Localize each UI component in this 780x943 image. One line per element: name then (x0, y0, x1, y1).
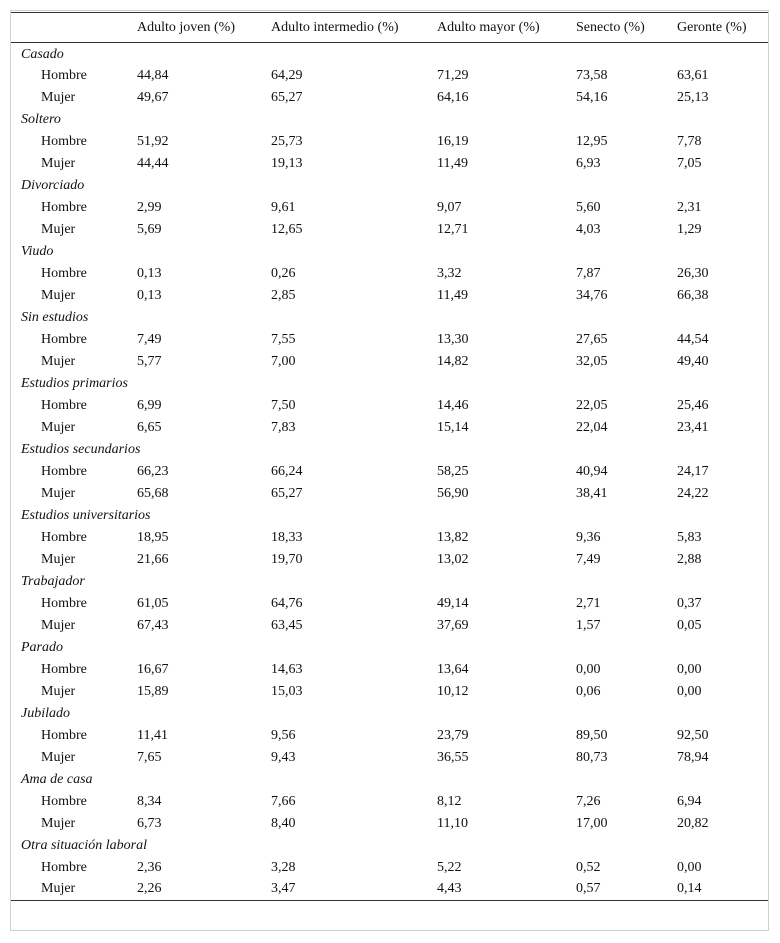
value-cell: 11,49 (437, 155, 468, 171)
value-cell: 15,03 (271, 683, 303, 699)
value-cell: 0,52 (576, 859, 601, 875)
value-cell: 4,03 (576, 221, 601, 237)
row-label-mujer: Mujer (41, 155, 76, 171)
value-cell: 19,13 (271, 155, 303, 171)
row-label-mujer: Mujer (41, 353, 76, 369)
value-cell: 16,19 (437, 133, 469, 149)
row-label-hombre: Hombre (41, 199, 87, 215)
group-row-ama-de-casa (11, 769, 768, 791)
value-cell: 11,10 (437, 815, 468, 831)
header-cell-adulto-joven: Adulto joven (%) (137, 13, 271, 43)
value-cell: 5,69 (137, 221, 162, 237)
value-cell: 7,50 (271, 397, 296, 413)
group-label: Estudios primarios (21, 375, 128, 391)
value-cell: 23,79 (437, 727, 469, 743)
row-label-mujer: Mujer (41, 617, 76, 633)
group-label: Casado (21, 46, 64, 62)
row-label-hombre: Hombre (41, 529, 87, 545)
header-cell-adulto-mayor: Adulto mayor (%) (437, 13, 576, 43)
header-cell-adulto-intermedio: Adulto intermedio (%) (271, 13, 437, 43)
value-cell: 7,66 (271, 793, 296, 809)
group-row-parado (11, 637, 768, 659)
value-cell: 7,83 (271, 419, 296, 435)
value-cell: 17,00 (576, 815, 608, 831)
value-cell: 14,46 (437, 397, 469, 413)
value-cell: 12,65 (271, 221, 303, 237)
value-cell: 89,50 (576, 727, 608, 743)
value-cell: 6,99 (137, 397, 162, 413)
group-row-sin-estudios (11, 307, 768, 329)
value-cell: 2,26 (137, 881, 162, 897)
value-cell: 1,29 (677, 221, 702, 237)
value-cell: 7,00 (271, 353, 296, 369)
group-label: Otra situación laboral (21, 837, 148, 853)
value-cell: 66,24 (271, 463, 303, 479)
table-row (11, 593, 768, 615)
value-cell: 2,36 (137, 859, 162, 875)
data-table-container (10, 10, 769, 931)
group-label: Sin estudios (21, 309, 89, 325)
value-cell: 66,38 (677, 287, 709, 303)
value-cell: 0,00 (677, 859, 702, 875)
group-row-estudios-universitarios (11, 505, 768, 527)
value-cell: 21,66 (137, 551, 169, 567)
value-cell: 71,29 (437, 67, 469, 83)
table-header-row (11, 13, 768, 43)
group-label: Soltero (21, 111, 61, 127)
data-table (11, 12, 768, 901)
group-label: Estudios universitarios (21, 507, 151, 523)
value-cell: 2,85 (271, 287, 296, 303)
table-row (11, 351, 768, 373)
table-row (11, 461, 768, 483)
value-cell: 18,95 (137, 529, 169, 545)
table-row (11, 527, 768, 549)
header-cell-geronte: Geronte (%) (677, 13, 768, 43)
value-cell: 2,31 (677, 199, 702, 215)
table-row (11, 725, 768, 747)
value-cell: 13,64 (437, 661, 469, 677)
value-cell: 5,83 (677, 529, 702, 545)
value-cell: 49,14 (437, 595, 469, 611)
table-row (11, 285, 768, 307)
value-cell: 9,43 (271, 749, 296, 765)
value-cell: 0,06 (576, 683, 601, 699)
group-row-casado (11, 43, 768, 65)
row-label-mujer: Mujer (41, 683, 76, 699)
value-cell: 65,27 (271, 485, 303, 501)
value-cell: 7,78 (677, 133, 702, 149)
value-cell: 92,50 (677, 727, 709, 743)
value-cell: 78,94 (677, 749, 709, 765)
value-cell: 9,07 (437, 199, 462, 215)
value-cell: 13,02 (437, 551, 469, 567)
table-row (11, 329, 768, 351)
value-cell: 63,45 (271, 617, 303, 633)
table-row (11, 791, 768, 813)
value-cell: 67,43 (137, 617, 169, 633)
group-row-viudo (11, 241, 768, 263)
value-cell: 7,05 (677, 155, 702, 171)
row-label-hombre: Hombre (41, 265, 87, 281)
value-cell: 7,87 (576, 265, 601, 281)
group-label: Estudios secundarios (21, 441, 141, 457)
value-cell: 44,54 (677, 331, 709, 347)
group-row-divorciado (11, 175, 768, 197)
value-cell: 3,47 (271, 881, 296, 897)
value-cell: 18,33 (271, 529, 303, 545)
value-cell: 0,00 (677, 661, 702, 677)
table-row (11, 813, 768, 835)
table-row (11, 857, 768, 879)
value-cell: 2,71 (576, 595, 601, 611)
value-cell: 34,76 (576, 287, 608, 303)
value-cell: 25,73 (271, 133, 303, 149)
header-cell-senecto: Senecto (%) (576, 13, 677, 43)
group-label: Parado (21, 639, 63, 655)
value-cell: 64,29 (271, 67, 303, 83)
table-row (11, 219, 768, 241)
table-row (11, 153, 768, 175)
value-cell: 11,41 (137, 727, 168, 743)
value-cell: 14,82 (437, 353, 469, 369)
value-cell: 22,05 (576, 397, 608, 413)
value-cell: 5,77 (137, 353, 162, 369)
group-row-estudios-primarios (11, 373, 768, 395)
value-cell: 6,65 (137, 419, 162, 435)
value-cell: 20,82 (677, 815, 709, 831)
value-cell: 64,16 (437, 89, 469, 105)
row-label-mujer: Mujer (41, 89, 76, 105)
table-row (11, 659, 768, 681)
row-label-mujer: Mujer (41, 419, 76, 435)
value-cell: 6,94 (677, 793, 702, 809)
row-label-mujer: Mujer (41, 287, 76, 303)
value-cell: 7,26 (576, 793, 601, 809)
group-row-trabajador (11, 571, 768, 593)
table-row (11, 395, 768, 417)
value-cell: 2,99 (137, 199, 162, 215)
value-cell: 8,12 (437, 793, 462, 809)
value-cell: 38,41 (576, 485, 608, 501)
value-cell: 7,49 (576, 551, 601, 567)
value-cell: 9,61 (271, 199, 296, 215)
value-cell: 1,57 (576, 617, 601, 633)
row-label-mujer: Mujer (41, 551, 76, 567)
value-cell: 6,73 (137, 815, 162, 831)
value-cell: 0,57 (576, 881, 601, 897)
value-cell: 10,12 (437, 683, 469, 699)
value-cell: 23,41 (677, 419, 709, 435)
value-cell: 13,82 (437, 529, 469, 545)
value-cell: 32,05 (576, 353, 608, 369)
value-cell: 44,84 (137, 67, 169, 83)
table-row (11, 549, 768, 571)
table-row (11, 263, 768, 285)
value-cell: 12,95 (576, 133, 608, 149)
value-cell: 24,17 (677, 463, 709, 479)
value-cell: 27,65 (576, 331, 608, 347)
value-cell: 49,40 (677, 353, 709, 369)
value-cell: 12,71 (437, 221, 469, 237)
value-cell: 49,67 (137, 89, 169, 105)
value-cell: 0,00 (677, 683, 702, 699)
value-cell: 14,63 (271, 661, 303, 677)
row-label-hombre: Hombre (41, 331, 87, 347)
group-label: Trabajador (21, 573, 85, 589)
value-cell: 7,55 (271, 331, 296, 347)
group-label: Viudo (21, 243, 54, 259)
value-cell: 25,13 (677, 89, 709, 105)
value-cell: 0,05 (677, 617, 702, 633)
value-cell: 16,67 (137, 661, 169, 677)
value-cell: 5,22 (437, 859, 462, 875)
row-label-mujer: Mujer (41, 881, 76, 897)
row-label-mujer: Mujer (41, 815, 76, 831)
value-cell: 9,56 (271, 727, 296, 743)
value-cell: 64,76 (271, 595, 303, 611)
row-label-mujer: Mujer (41, 749, 76, 765)
row-label-mujer: Mujer (41, 221, 76, 237)
row-label-mujer: Mujer (41, 485, 76, 501)
value-cell: 37,69 (437, 617, 469, 633)
table-row (11, 417, 768, 439)
table-row (11, 615, 768, 637)
value-cell: 0,37 (677, 595, 702, 611)
value-cell: 8,34 (137, 793, 162, 809)
value-cell: 40,94 (576, 463, 608, 479)
value-cell: 0,13 (137, 287, 162, 303)
value-cell: 61,05 (137, 595, 169, 611)
group-row-jubilado (11, 703, 768, 725)
value-cell: 51,92 (137, 133, 169, 149)
value-cell: 4,43 (437, 881, 462, 897)
value-cell: 8,40 (271, 815, 296, 831)
value-cell: 80,73 (576, 749, 608, 765)
table-row (11, 483, 768, 505)
table-row (11, 879, 768, 901)
value-cell: 0,26 (271, 265, 296, 281)
row-label-hombre: Hombre (41, 463, 87, 479)
value-cell: 25,46 (677, 397, 709, 413)
value-cell: 13,30 (437, 331, 469, 347)
value-cell: 0,14 (677, 881, 702, 897)
group-row-soltero (11, 109, 768, 131)
value-cell: 3,32 (437, 265, 462, 281)
value-cell: 9,36 (576, 529, 601, 545)
value-cell: 15,14 (437, 419, 469, 435)
group-row-estudios-secundarios (11, 439, 768, 461)
value-cell: 3,28 (271, 859, 296, 875)
value-cell: 22,04 (576, 419, 608, 435)
value-cell: 0,00 (576, 661, 601, 677)
row-label-hombre: Hombre (41, 859, 87, 875)
value-cell: 44,44 (137, 155, 169, 171)
value-cell: 24,22 (677, 485, 709, 501)
group-label: Jubilado (21, 705, 70, 721)
value-cell: 73,58 (576, 67, 608, 83)
value-cell: 58,25 (437, 463, 469, 479)
table-row (11, 131, 768, 153)
value-cell: 11,49 (437, 287, 468, 303)
group-row-otra-situacion-laboral (11, 835, 768, 857)
row-label-hombre: Hombre (41, 661, 87, 677)
value-cell: 0,13 (137, 265, 162, 281)
value-cell: 19,70 (271, 551, 303, 567)
value-cell: 7,65 (137, 749, 162, 765)
table-row (11, 87, 768, 109)
value-cell: 5,60 (576, 199, 601, 215)
row-label-hombre: Hombre (41, 793, 87, 809)
value-cell: 26,30 (677, 265, 709, 281)
value-cell: 7,49 (137, 331, 162, 347)
row-label-hombre: Hombre (41, 727, 87, 743)
value-cell: 2,88 (677, 551, 702, 567)
table-row (11, 197, 768, 219)
table-row (11, 65, 768, 87)
table-row (11, 747, 768, 769)
table-body (11, 43, 768, 901)
row-label-hombre: Hombre (41, 133, 87, 149)
value-cell: 65,27 (271, 89, 303, 105)
value-cell: 66,23 (137, 463, 169, 479)
value-cell: 36,55 (437, 749, 469, 765)
value-cell: 54,16 (576, 89, 608, 105)
row-label-hombre: Hombre (41, 397, 87, 413)
value-cell: 65,68 (137, 485, 169, 501)
value-cell: 15,89 (137, 683, 169, 699)
row-label-hombre: Hombre (41, 67, 87, 83)
value-cell: 56,90 (437, 485, 469, 501)
value-cell: 63,61 (677, 67, 709, 83)
header-cell-category (11, 13, 137, 43)
table-row (11, 681, 768, 703)
group-label: Ama de casa (21, 771, 93, 787)
row-label-hombre: Hombre (41, 595, 87, 611)
value-cell: 6,93 (576, 155, 601, 171)
group-label: Divorciado (21, 177, 85, 193)
